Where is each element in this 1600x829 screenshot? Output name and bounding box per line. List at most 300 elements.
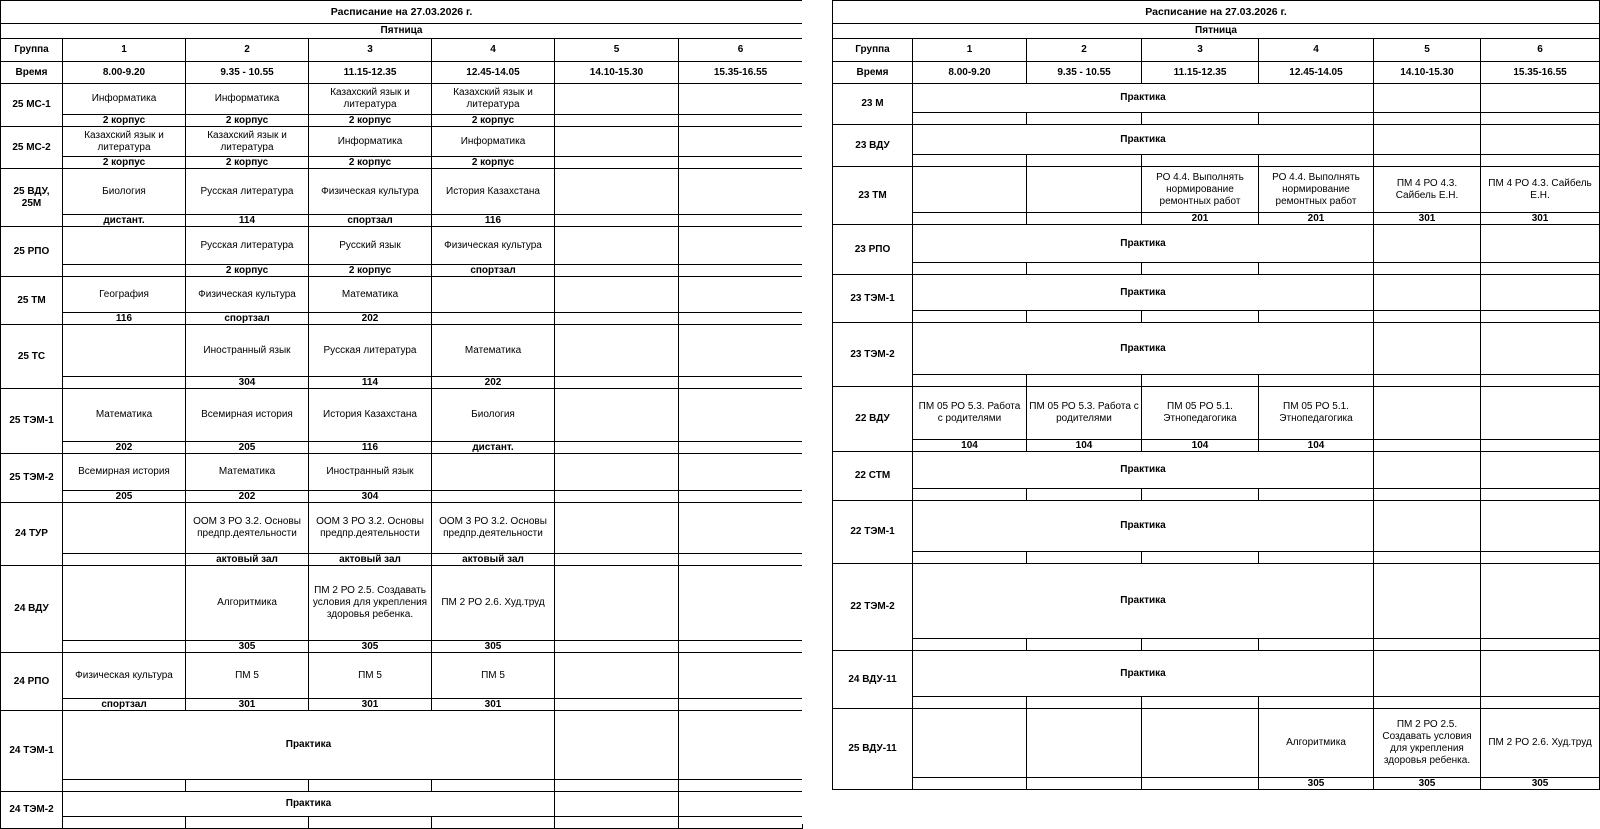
group-name: 24 ТЭМ-2: [1, 792, 63, 829]
empty-cell: [1374, 323, 1481, 375]
room-cell: [913, 697, 1027, 709]
room-cell: 305: [432, 641, 555, 653]
room-cell: [913, 263, 1027, 275]
subject-cell: Информатика: [432, 127, 555, 157]
room-cell: [913, 113, 1027, 125]
time-slot: 15.35-16.55: [1481, 62, 1600, 84]
time-slot: 14.10-15.30: [1374, 62, 1481, 84]
room-cell: 305: [1259, 778, 1374, 790]
room-cell: [555, 377, 679, 389]
group-row: [833, 387, 1600, 440]
room-cell: 2 корпус: [432, 157, 555, 169]
room-cell: 2 корпус: [432, 115, 555, 127]
room-cell: [555, 699, 679, 711]
empty-cell: [555, 792, 679, 817]
room-cell: 104: [1259, 440, 1374, 452]
room-cell: [679, 115, 803, 127]
time-row: [1, 62, 803, 84]
time-slot: 12.45-14.05: [432, 62, 555, 84]
group-name: 22 ТЭМ-2: [833, 564, 913, 651]
subject-cell: [63, 227, 186, 265]
schedule-title: Расписание на 27.03.2026 г.: [1, 1, 803, 24]
subject-cell: [555, 84, 679, 115]
subject-cell: [555, 169, 679, 215]
subject-cell: [679, 454, 803, 491]
room-cell: актовый зал: [432, 554, 555, 566]
subject-cell: [679, 653, 803, 699]
room-cell: [1027, 697, 1142, 709]
subject-cell: Математика: [309, 277, 432, 313]
empty-cell: [1481, 84, 1600, 113]
empty-cell: [1374, 125, 1481, 155]
time-row: [833, 62, 1600, 84]
room-cell: [1259, 552, 1374, 564]
subject-cell: [555, 325, 679, 377]
room-cell: [913, 489, 1027, 501]
room-cell: [1142, 639, 1259, 651]
subject-cell: ПМ 5: [432, 653, 555, 699]
room-cell: актовый зал: [309, 554, 432, 566]
room-cell: 202: [63, 442, 186, 454]
subject-cell: [913, 167, 1027, 213]
room-cell: [679, 442, 803, 454]
subject-cell: Казахский язык и литература: [63, 127, 186, 157]
subject-cell: ПМ 2 РО 2.6. Худ.труд: [1481, 709, 1600, 778]
room-cell: 104: [1142, 440, 1259, 452]
pair-number-row: [1, 39, 803, 62]
room-cell: 116: [432, 215, 555, 227]
practice-cell: Практика: [63, 792, 555, 817]
room-cell: [1259, 639, 1374, 651]
subject-cell: ПМ 05 РО 5.1. Этнопедагогика: [1142, 387, 1259, 440]
room-cell: [555, 157, 679, 169]
subject-cell: [1481, 387, 1600, 440]
room-cell: [555, 215, 679, 227]
group-name: 22 СТМ: [833, 452, 913, 501]
room-cell: [555, 442, 679, 454]
subject-cell: Иностранный язык: [186, 325, 309, 377]
room-cell: [679, 554, 803, 566]
room-cell: [1374, 440, 1481, 452]
subject-cell: Иностранный язык: [309, 454, 432, 491]
group-row: [833, 651, 1600, 697]
time-slot: 8.00-9.20: [913, 62, 1027, 84]
room-cell: [913, 552, 1027, 564]
room-cell: 205: [186, 442, 309, 454]
subject-cell: РО 4.4. Выполнять нормирование ремонтных работ: [1259, 167, 1374, 213]
group-row: [1, 454, 803, 491]
group-row: [833, 167, 1600, 213]
subject-cell: [679, 325, 803, 377]
empty-cell: [1374, 651, 1481, 697]
empty-cell: [679, 711, 803, 780]
room-cell: 304: [309, 491, 432, 503]
group-name: 25 ТЭМ-1: [1, 389, 63, 454]
day-row: [1, 24, 803, 39]
group-row: [1, 711, 803, 780]
time-slot: 11.15-12.35: [309, 62, 432, 84]
group-name: 24 РПО: [1, 653, 63, 711]
room-cell: [679, 265, 803, 277]
time-header: Время: [1, 62, 63, 84]
room-cell: спортзал: [63, 699, 186, 711]
room-cell: [555, 817, 679, 829]
room-cell: [679, 699, 803, 711]
room-cell: 2 корпус: [186, 157, 309, 169]
room-row: [1, 265, 803, 277]
subject-cell: [679, 566, 803, 641]
group-name: 24 ВДУ: [1, 566, 63, 653]
pair-number: 1: [913, 39, 1027, 62]
room-cell: [1027, 213, 1142, 225]
room-cell: [1481, 489, 1600, 501]
group-row: [1, 227, 803, 265]
practice-cell: Практика: [913, 452, 1374, 489]
empty-cell: [1374, 275, 1481, 311]
subject-cell: География: [63, 277, 186, 313]
room-row: [833, 375, 1600, 387]
room-cell: [1374, 263, 1481, 275]
subject-cell: ПМ 2 РО 2.6. Худ.труд: [432, 566, 555, 641]
subject-cell: [679, 127, 803, 157]
room-cell: 202: [432, 377, 555, 389]
subject-cell: ПМ 5: [186, 653, 309, 699]
group-row: [833, 709, 1600, 778]
room-cell: 305: [1481, 778, 1600, 790]
room-cell: [1374, 697, 1481, 709]
empty-cell: [555, 711, 679, 780]
room-cell: дистант.: [432, 442, 555, 454]
room-cell: [1259, 489, 1374, 501]
subject-cell: ПМ 4 РО 4.3. Сайбель Е.Н.: [1374, 167, 1481, 213]
subject-cell: Всемирная история: [63, 454, 186, 491]
room-cell: [1027, 155, 1142, 167]
subject-cell: Биология: [432, 389, 555, 442]
subject-cell: РО 4.4. Выполнять нормирование ремонтных работ: [1142, 167, 1259, 213]
room-cell: [913, 375, 1027, 387]
room-cell: [913, 639, 1027, 651]
room-cell: [1142, 263, 1259, 275]
room-cell: [1481, 375, 1600, 387]
room-row: [833, 552, 1600, 564]
room-cell: 104: [913, 440, 1027, 452]
pair-number: 2: [186, 39, 309, 62]
subject-cell: Всемирная история: [186, 389, 309, 442]
group-row: [1, 325, 803, 377]
empty-cell: [1481, 323, 1600, 375]
subject-cell: [913, 709, 1027, 778]
room-cell: [555, 554, 679, 566]
room-cell: 201: [1259, 213, 1374, 225]
room-cell: 2 корпус: [186, 115, 309, 127]
subject-cell: [1027, 709, 1142, 778]
room-cell: [1481, 311, 1600, 323]
subject-cell: [555, 566, 679, 641]
group-row: [833, 452, 1600, 489]
time-slot: 9.35 - 10.55: [1027, 62, 1142, 84]
room-cell: [1481, 440, 1600, 452]
schedule-table-right: [832, 0, 1600, 790]
room-cell: [679, 817, 803, 829]
room-cell: [1027, 639, 1142, 651]
room-cell: [63, 817, 186, 829]
room-cell: [1027, 552, 1142, 564]
room-cell: [1142, 113, 1259, 125]
empty-cell: [1374, 84, 1481, 113]
room-cell: [679, 641, 803, 653]
group-row: [1, 653, 803, 699]
room-cell: 104: [1027, 440, 1142, 452]
room-row: [1, 215, 803, 227]
room-cell: [1259, 113, 1374, 125]
room-cell: [1259, 697, 1374, 709]
room-cell: 301: [1374, 213, 1481, 225]
room-row: [833, 213, 1600, 225]
subject-cell: Русский язык: [309, 227, 432, 265]
group-name: 23 РПО: [833, 225, 913, 275]
group-row: [833, 564, 1600, 639]
subject-cell: ПМ 4 РО 4.3. Сайбель Е.Н.: [1481, 167, 1600, 213]
group-row: [1, 792, 803, 817]
room-row: [833, 311, 1600, 323]
group-header: Группа: [1, 39, 63, 62]
room-cell: [555, 265, 679, 277]
room-cell: 116: [309, 442, 432, 454]
subject-cell: ПМ 05 РО 5.3. Работа с родителями: [913, 387, 1027, 440]
subject-cell: ПМ 05 РО 5.3. Работа с родителями: [1027, 387, 1142, 440]
room-row: [833, 155, 1600, 167]
room-cell: [186, 780, 309, 792]
subject-cell: Алгоритмика: [1259, 709, 1374, 778]
group-row: [1, 169, 803, 215]
practice-cell: Практика: [913, 323, 1374, 375]
room-cell: [1374, 375, 1481, 387]
subject-cell: История Казахстана: [432, 169, 555, 215]
room-cell: [1142, 375, 1259, 387]
pair-number: 5: [1374, 39, 1481, 62]
subject-cell: ПМ 2 РО 2.5. Создавать условия для укрепления здоровья ребенка.: [309, 566, 432, 641]
room-cell: 2 корпус: [63, 157, 186, 169]
room-cell: актовый зал: [186, 554, 309, 566]
room-cell: 2 корпус: [186, 265, 309, 277]
subject-cell: Физическая культура: [186, 277, 309, 313]
room-cell: [913, 778, 1027, 790]
room-cell: [432, 817, 555, 829]
practice-cell: Практика: [913, 275, 1374, 311]
room-cell: дистант.: [63, 215, 186, 227]
room-row: [1, 313, 803, 325]
empty-cell: [1481, 225, 1600, 263]
room-cell: [679, 313, 803, 325]
subject-cell: Математика: [186, 454, 309, 491]
subject-cell: ООМ 3 РО 3.2. Основы предпр.деятельности: [432, 503, 555, 554]
subject-cell: Биология: [63, 169, 186, 215]
pair-number: 3: [1142, 39, 1259, 62]
time-slot: 12.45-14.05: [1259, 62, 1374, 84]
group-name: 22 ТЭМ-1: [833, 501, 913, 564]
day-label: Пятница: [1, 24, 803, 39]
room-cell: 2 корпус: [309, 265, 432, 277]
group-row: [1, 566, 803, 641]
pair-number: 4: [1259, 39, 1374, 62]
schedule-title: Расписание на 27.03.2026 г.: [833, 1, 1600, 24]
pair-number: 2: [1027, 39, 1142, 62]
room-cell: 114: [186, 215, 309, 227]
empty-cell: [1481, 501, 1600, 552]
group-name: 24 ТУР: [1, 503, 63, 566]
subject-cell: [679, 277, 803, 313]
room-cell: 202: [186, 491, 309, 503]
room-row: [1, 157, 803, 169]
room-cell: спортзал: [309, 215, 432, 227]
room-cell: [555, 641, 679, 653]
room-cell: [1142, 552, 1259, 564]
room-cell: 305: [186, 641, 309, 653]
empty-cell: [1374, 452, 1481, 489]
room-row: [1, 641, 803, 653]
subject-cell: [555, 227, 679, 265]
room-cell: [432, 780, 555, 792]
time-slot: 8.00-9.20: [63, 62, 186, 84]
pair-number: 1: [63, 39, 186, 62]
room-cell: [679, 377, 803, 389]
subject-cell: Информатика: [186, 84, 309, 115]
schedule-sheet-left: [0, 0, 803, 824]
subject-cell: [1374, 387, 1481, 440]
empty-cell: [1481, 452, 1600, 489]
room-cell: [1142, 155, 1259, 167]
room-cell: [679, 780, 803, 792]
practice-cell: Практика: [913, 225, 1374, 263]
empty-cell: [1481, 125, 1600, 155]
room-cell: [432, 491, 555, 503]
subject-cell: ООМ 3 РО 3.2. Основы предпр.деятельности: [186, 503, 309, 554]
room-cell: спортзал: [186, 313, 309, 325]
room-cell: 201: [1142, 213, 1259, 225]
group-name: 23 ТМ: [833, 167, 913, 225]
group-row: [1, 84, 803, 115]
practice-cell: Практика: [913, 564, 1374, 639]
room-cell: [1027, 113, 1142, 125]
room-cell: [555, 313, 679, 325]
room-row: [833, 697, 1600, 709]
room-cell: [63, 554, 186, 566]
group-row: [833, 225, 1600, 263]
practice-cell: Практика: [913, 84, 1374, 113]
pair-number: 5: [555, 39, 679, 62]
room-cell: [555, 491, 679, 503]
empty-cell: [1481, 651, 1600, 697]
practice-cell: Практика: [63, 711, 555, 780]
subject-cell: [63, 503, 186, 554]
practice-cell: Практика: [913, 501, 1374, 552]
group-row: [833, 501, 1600, 552]
room-cell: [1481, 263, 1600, 275]
group-name: 24 ВДУ-11: [833, 651, 913, 709]
room-row: [833, 113, 1600, 125]
group-name: 25 РПО: [1, 227, 63, 277]
time-header: Время: [833, 62, 913, 84]
room-cell: [1374, 639, 1481, 651]
room-cell: [1481, 552, 1600, 564]
room-cell: [63, 641, 186, 653]
subject-cell: [1027, 167, 1142, 213]
subject-cell: [679, 389, 803, 442]
room-cell: [1481, 697, 1600, 709]
subject-cell: История Казахстана: [309, 389, 432, 442]
subject-cell: ООМ 3 РО 3.2. Основы предпр.деятельности: [309, 503, 432, 554]
group-name: 25 МС-2: [1, 127, 63, 169]
group-row: [833, 323, 1600, 375]
group-row: [833, 125, 1600, 155]
subject-cell: ПМ 05 РО 5.1. Этнопедагогика: [1259, 387, 1374, 440]
room-cell: [1481, 639, 1600, 651]
room-row: [1, 377, 803, 389]
room-row: [1, 115, 803, 127]
subject-cell: [555, 503, 679, 554]
room-cell: 305: [309, 641, 432, 653]
empty-cell: [679, 792, 803, 817]
group-row: [1, 127, 803, 157]
room-cell: [186, 817, 309, 829]
room-cell: [63, 377, 186, 389]
empty-cell: [1481, 564, 1600, 639]
subject-cell: Русская литература: [309, 325, 432, 377]
room-cell: [309, 817, 432, 829]
room-cell: [1259, 375, 1374, 387]
subject-cell: [679, 227, 803, 265]
subject-cell: Казахский язык и литература: [432, 84, 555, 115]
pair-number: 4: [432, 39, 555, 62]
subject-cell: Информатика: [309, 127, 432, 157]
subject-cell: Русская литература: [186, 169, 309, 215]
room-cell: [913, 155, 1027, 167]
pair-number-row: [833, 39, 1600, 62]
group-name: 22 ВДУ: [833, 387, 913, 452]
room-row: [1, 817, 803, 829]
room-cell: 301: [432, 699, 555, 711]
group-name: 23 М: [833, 84, 913, 125]
room-cell: [1027, 263, 1142, 275]
subject-cell: Казахский язык и литература: [309, 84, 432, 115]
room-cell: [1259, 263, 1374, 275]
group-row: [1, 389, 803, 442]
subject-cell: [1142, 709, 1259, 778]
subject-cell: Информатика: [63, 84, 186, 115]
room-cell: [555, 780, 679, 792]
subject-cell: [679, 84, 803, 115]
room-cell: [63, 265, 186, 277]
room-cell: [679, 491, 803, 503]
subject-cell: [63, 566, 186, 641]
group-row: [833, 275, 1600, 311]
group-header: Группа: [833, 39, 913, 62]
group-name: 25 МС-1: [1, 84, 63, 127]
day-row: [833, 24, 1600, 39]
pair-number: 6: [679, 39, 803, 62]
room-row: [1, 699, 803, 711]
room-cell: [1142, 489, 1259, 501]
room-cell: 2 корпус: [309, 157, 432, 169]
sheet-gap: [802, 0, 832, 824]
subject-cell: [63, 325, 186, 377]
room-cell: 202: [309, 313, 432, 325]
title-row: [1, 1, 803, 24]
room-cell: [1027, 489, 1142, 501]
empty-cell: [1374, 501, 1481, 552]
empty-cell: [1374, 564, 1481, 639]
subject-cell: [432, 454, 555, 491]
